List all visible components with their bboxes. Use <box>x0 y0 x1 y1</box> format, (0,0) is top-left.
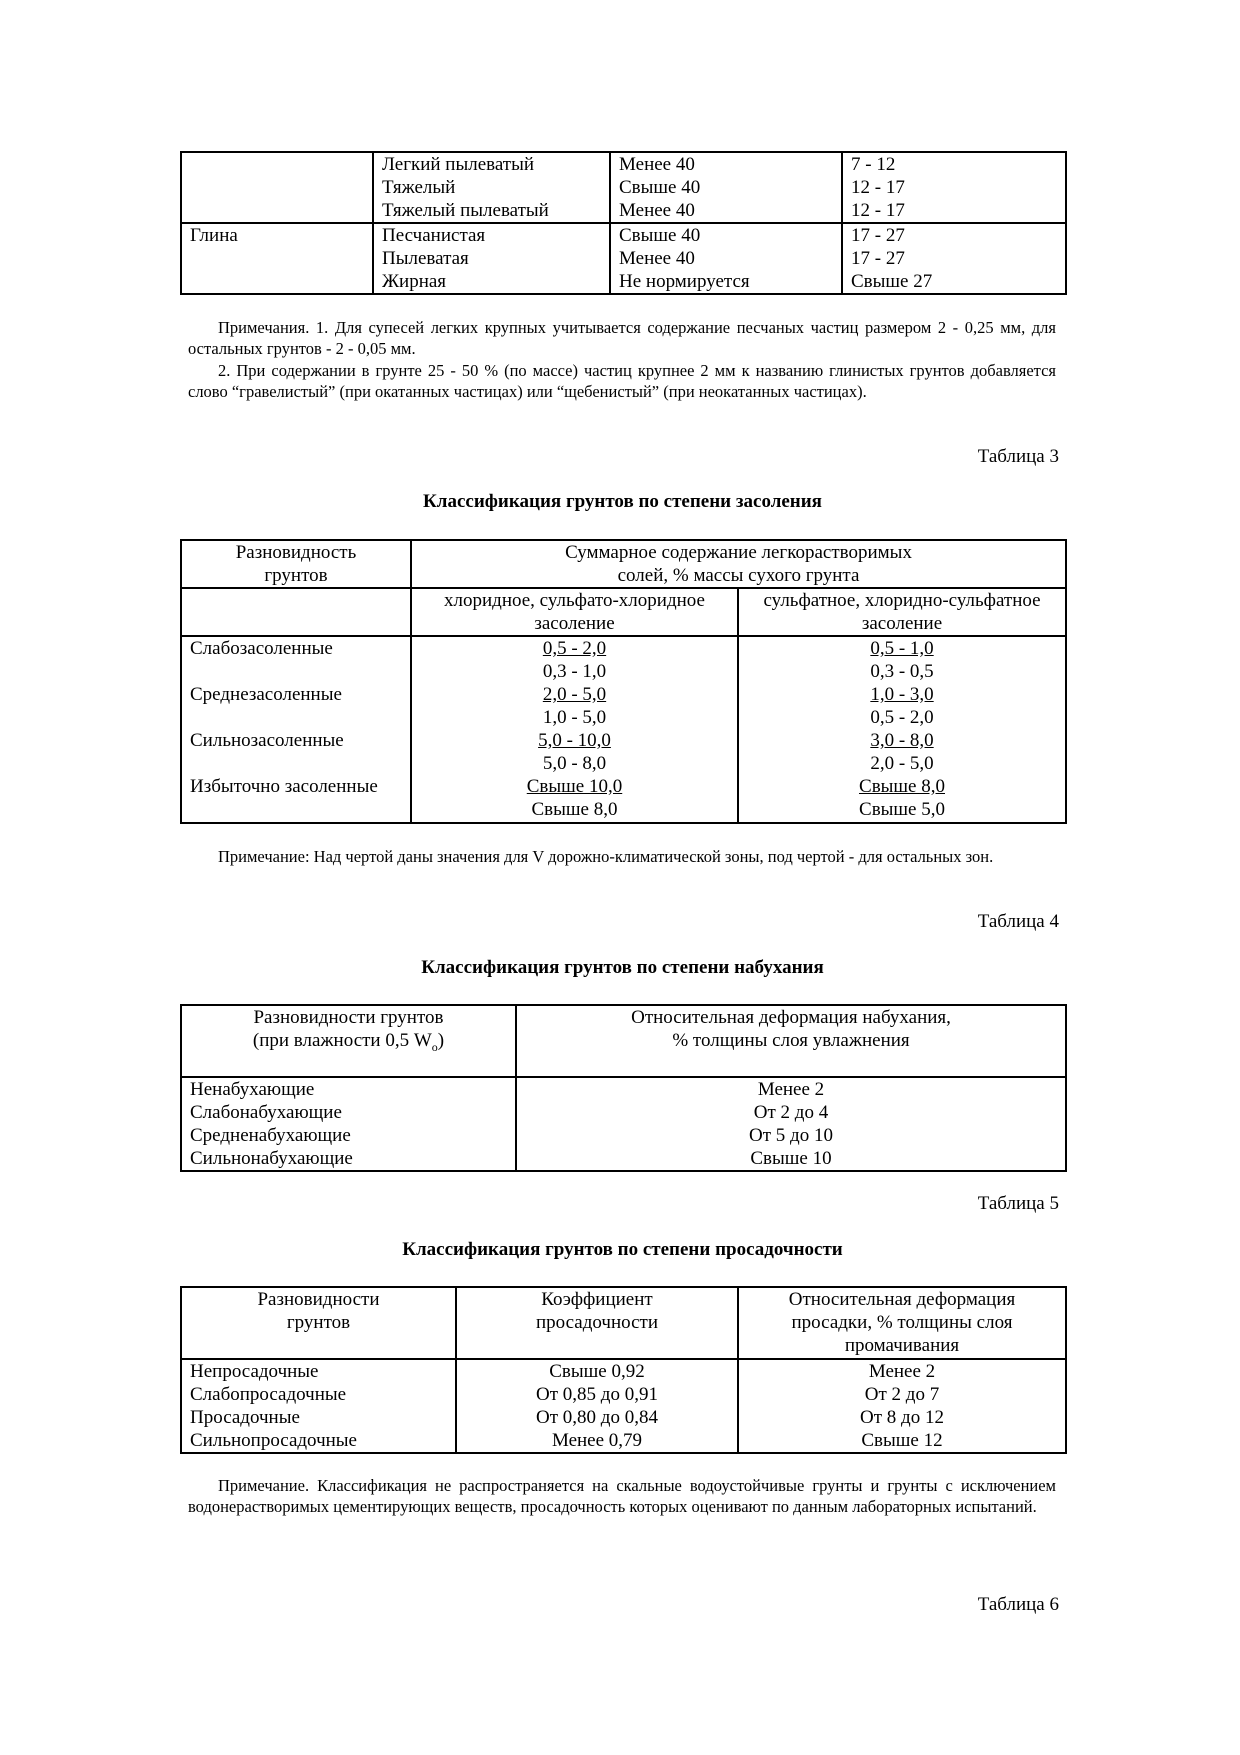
table-number: Таблица 4 <box>977 911 1059 932</box>
table-number: Таблица 5 <box>977 1193 1059 1214</box>
notes-top <box>188 318 1056 402</box>
table-header-row <box>181 588 1066 636</box>
header-sulfate: сульфатное, хлоридно-сульфатное засоление <box>738 588 1066 636</box>
soil-variant-cell: Легкий пылеватый Тяжелый Тяжелый пылеватый <box>373 152 610 223</box>
chloride-values-cell: 0,5 - 2,0 0,3 - 1,0 2,0 - 5,0 1,0 - 5,0 5,0 - 10,0 5,0 - 8,0 Свыше 10,0 Свыше 8,0 <box>411 636 738 823</box>
note-paragraph: Примечания. 1. Для супесей легких крупных учитывается содержание песчаных частиц размером 2 - 0,25 мм, для остальных грунтов - 2 - 0,05 мм. <box>188 318 1056 358</box>
sand-content-cell: Менее 40 Свыше 40 Менее 40 <box>610 152 842 223</box>
header-swelling-deformation: Относительная деформация набухания, % толщины слоя увлажнения <box>516 1005 1066 1077</box>
header-chloride: хлоридное, сульфато-хлоридное засоление <box>411 588 738 636</box>
note-subsidence <box>188 1476 1056 1517</box>
table-number: Таблица 3 <box>977 446 1059 467</box>
header-soil-kind: Разновидность грунтов <box>181 540 411 588</box>
table-header-row <box>181 1005 1066 1077</box>
table-title: Классификация грунтов по степени засоления <box>423 491 822 512</box>
subsidence-names-cell: Непросадочные Слабопросадочные Просадочные Сильнопросадочные <box>181 1359 456 1453</box>
soil-variant-cell: Песчанистая Пылеватая Жирная <box>373 223 610 294</box>
table-subsidence <box>180 1286 1067 1454</box>
note-salinity <box>188 847 1056 868</box>
table-row <box>181 223 1066 294</box>
sulfate-values-cell: 0,5 - 1,0 0,3 - 0,5 1,0 - 3,0 0,5 - 2,0 3,0 - 8,0 2,0 - 5,0 Свыше 8,0 Свыше 5,0 <box>738 636 1066 823</box>
table-title: Классификация грунтов по степени просадочности <box>402 1239 843 1260</box>
table-header-row <box>181 1287 1066 1359</box>
salinity-names-cell: Слабозасоленные Среднезасоленные Сильнозасоленные Избыточно засоленные <box>181 636 411 823</box>
soil-name-cell: Глина <box>181 223 373 294</box>
header-soil-kinds: Разновидности грунтов <box>181 1287 456 1359</box>
table-row <box>181 1359 1066 1453</box>
soil-name-cell <box>181 152 373 223</box>
plasticity-cell: 7 - 12 12 - 17 12 - 17 <box>842 152 1066 223</box>
table-row <box>181 152 1066 223</box>
table-swelling <box>180 1004 1067 1172</box>
table-granulometry-continued <box>180 151 1067 295</box>
plasticity-cell: 17 - 27 17 - 27 Свыше 27 <box>842 223 1066 294</box>
table-row <box>181 1077 1066 1171</box>
note-paragraph: Примечание. Классификация не распространяется на скальные водоустойчивые грунты и грунты с исключением водонерастворимых цементирующих веществ, просадочность которых оценивают по данным лабораторных испытаний. <box>188 1476 1056 1516</box>
swelling-names-cell: Ненабухающие Слабонабухающие Средненабухающие Сильнонабухающие <box>181 1077 516 1171</box>
subsidence-coef-cell: Свыше 0,92 От 0,85 до 0,91 От 0,80 до 0,84 Менее 0,79 <box>456 1359 738 1453</box>
note-paragraph: 2. При содержании в грунте 25 - 50 % (по массе) частиц крупнее 2 мм к названию глинистых грунтов добавляется слово “гравелистый” (при окатанных частицах) или “щебенистый” (при неокатанных частицах). <box>188 361 1056 401</box>
note-paragraph: Примечание: Над чертой даны значения для V дорожно-климатической зоны, под чертой - для остальных зон. <box>218 847 994 866</box>
header-subsidence-deformation: Относительная деформация просадки, % толщины слоя промачивания <box>738 1287 1066 1359</box>
header-subsidence-coef: Коэффициент просадочности <box>456 1287 738 1359</box>
header-salt-content: Суммарное содержание легкорастворимых солей, % массы сухого грунта <box>411 540 1066 588</box>
header-empty-cell <box>181 588 411 636</box>
table-title: Классификация грунтов по степени набухания <box>421 957 824 978</box>
table-number: Таблица 6 <box>977 1594 1059 1615</box>
table-header-row <box>181 540 1066 588</box>
swelling-values-cell: Менее 2 От 2 до 4 От 5 до 10 Свыше 10 <box>516 1077 1066 1171</box>
table-salinity <box>180 539 1067 824</box>
table-row <box>181 636 1066 823</box>
header-soil-kinds: Разновидности грунтов (при влажности 0,5 $W_o$) <box>181 1005 516 1077</box>
subsidence-deformation-cell: Менее 2 От 2 до 7 От 8 до 12 Свыше 12 <box>738 1359 1066 1453</box>
sand-content-cell: Свыше 40 Менее 40 Не нормируется <box>610 223 842 294</box>
